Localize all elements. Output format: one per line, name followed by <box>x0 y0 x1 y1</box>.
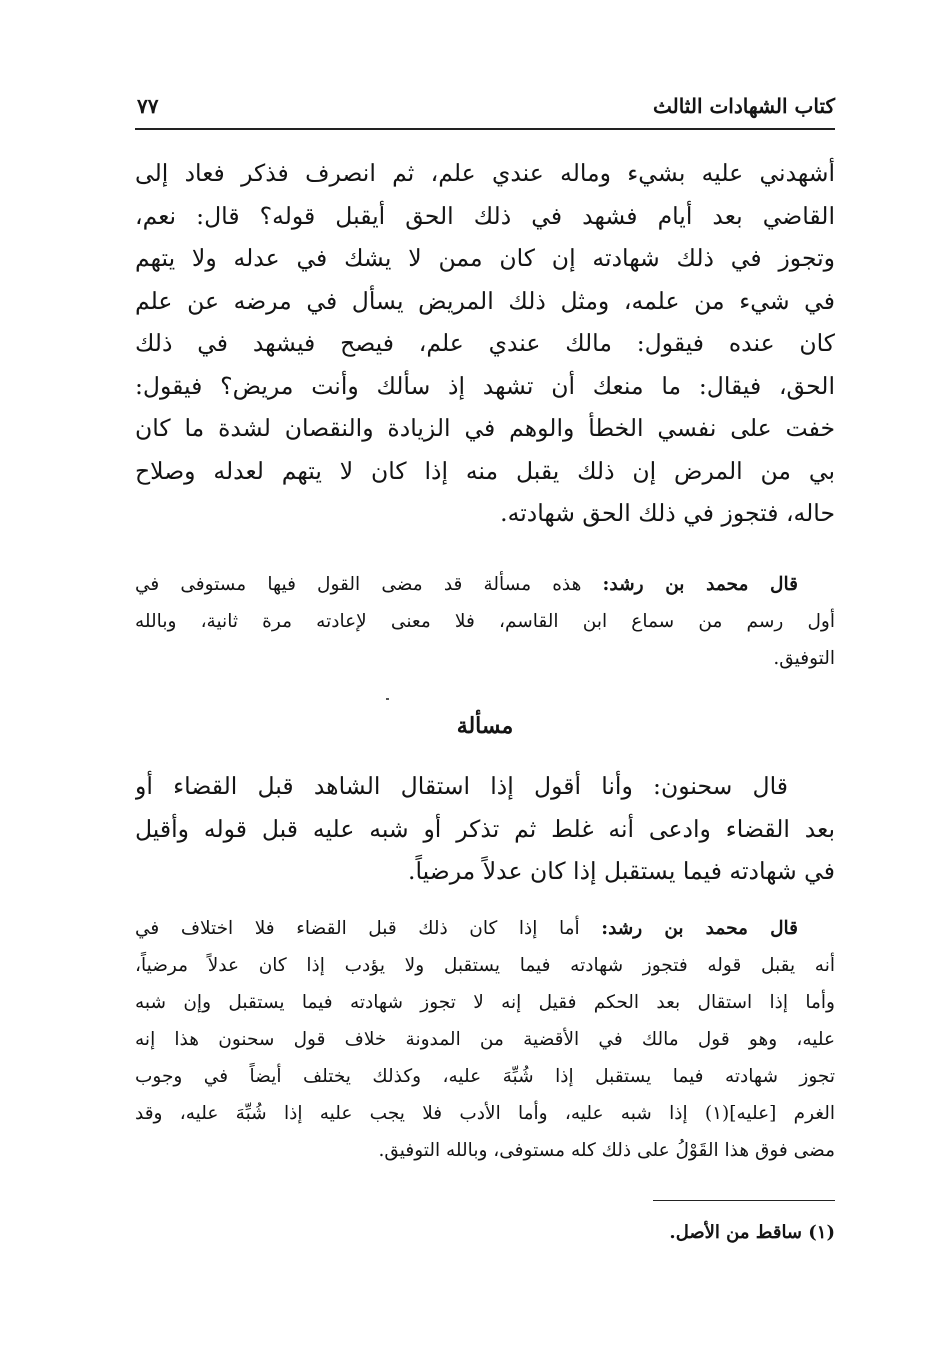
text-fragment: هذه مسألة قد مضى القول فيها مستوفى في <box>135 574 582 595</box>
paragraph-1 <box>135 152 835 535</box>
commentary-1 <box>135 566 835 677</box>
paragraph-2 <box>135 765 835 893</box>
commentator-name: قال محمد بن رشد: <box>601 918 798 939</box>
footnote: (١) ساقط من الأصل. <box>669 1222 835 1243</box>
text-line <box>135 910 835 947</box>
text-line: في شيء من علمه، ومثل ذلك المريض يسأل في مرضه عن علم <box>135 286 835 315</box>
text-line: خفت على نفسي الخطأ والوهم في الزيادة والنقصان لشدة ما كان <box>135 414 835 442</box>
text-line: وتجوز في ذلك شهادته إن كان ممن لا يشك في عدله ولا يتهم <box>135 244 835 272</box>
text-line: القاضي بعد أيام فشهد في ذلك الحق أيقبل قوله؟ قال: نعم، <box>135 201 835 230</box>
text-line: الغرم [عليه](١) إذا شبه عليه، وأما الأدب فلا يجب عليه إذا شُبِّهَ عليه، وقد <box>135 1103 835 1124</box>
text-line: أول رسم من سماع ابن القاسم، فلا معنى لإعادته مرة ثانية، وبالله <box>135 611 835 632</box>
commentary-2 <box>135 910 835 1169</box>
text-line <box>135 765 835 808</box>
text-line: بي من المرض إن ذلك يقبل منه إذا كان لا يتهم لعدله وصلاح <box>135 456 835 485</box>
text-fragment: أما إذا كان ذلك قبل القضاء فلا اختلاف في <box>135 918 580 939</box>
page-number: ٧٧ <box>137 94 159 118</box>
text-line: كان عنده فيقول: مالك عندي علم، فيصح فيشهد في ذلك <box>135 329 835 357</box>
text-line: الحق، فيقال: ما منعك أن تشهد إذ سألك وأنت مريض؟ فيقول: <box>135 371 835 400</box>
text-line: أشهدني عليه بشيء وماله عندي علم، ثم انصرف فذكر فعاد إلى <box>135 159 835 187</box>
section-heading: مسألة <box>456 713 514 739</box>
text-line <box>135 566 835 603</box>
text-line: مضى فوق هذا القَوْلُ على ذلك كله مستوفى، وبالله التوفيق. <box>378 1140 835 1161</box>
ink-speck <box>386 698 389 700</box>
page-header <box>135 92 835 130</box>
commentator-name: قال محمد بن رشد: <box>602 574 798 595</box>
text-fragment: قال سحنون: وأنا أقول إذا استقال الشاهد قبل القضاء أو <box>135 772 788 800</box>
text-line: وأما إذا استقال بعد الحكم فقيل إنه لا تجوز شهادته فيما يستقبل وإن شبه <box>135 992 835 1013</box>
text-line: أنه يقبل قوله فتجوز شهادته فيما يستقبل ولا يؤدب إذا كان عدلاً مرضياً، <box>135 955 835 976</box>
text-line: تجوز شهادته فيما يستقبل إذا شُبِّهَ عليه، وكذلك يختلف أيضاً في وجوب <box>135 1066 835 1087</box>
text-line: عليه، وهو قول مالك في الأقضية من المدونة خلاف قول سحنون هذا إنه <box>135 1029 835 1050</box>
footnote-divider <box>653 1200 835 1201</box>
text-line: في شهادته فيما يستقبل إذا كان عدلاً مرضياً. <box>408 857 835 885</box>
text-line: التوفيق. <box>773 648 835 669</box>
text-line: حاله، فتجوز في ذلك الحق شهادته. <box>500 499 835 527</box>
text-line: بعد القضاء وادعى أنه غلط ثم تذكر أو شبه عليه قبل قوله وأقيل <box>135 814 835 843</box>
running-title: كتاب الشهادات الثالث <box>652 94 835 118</box>
